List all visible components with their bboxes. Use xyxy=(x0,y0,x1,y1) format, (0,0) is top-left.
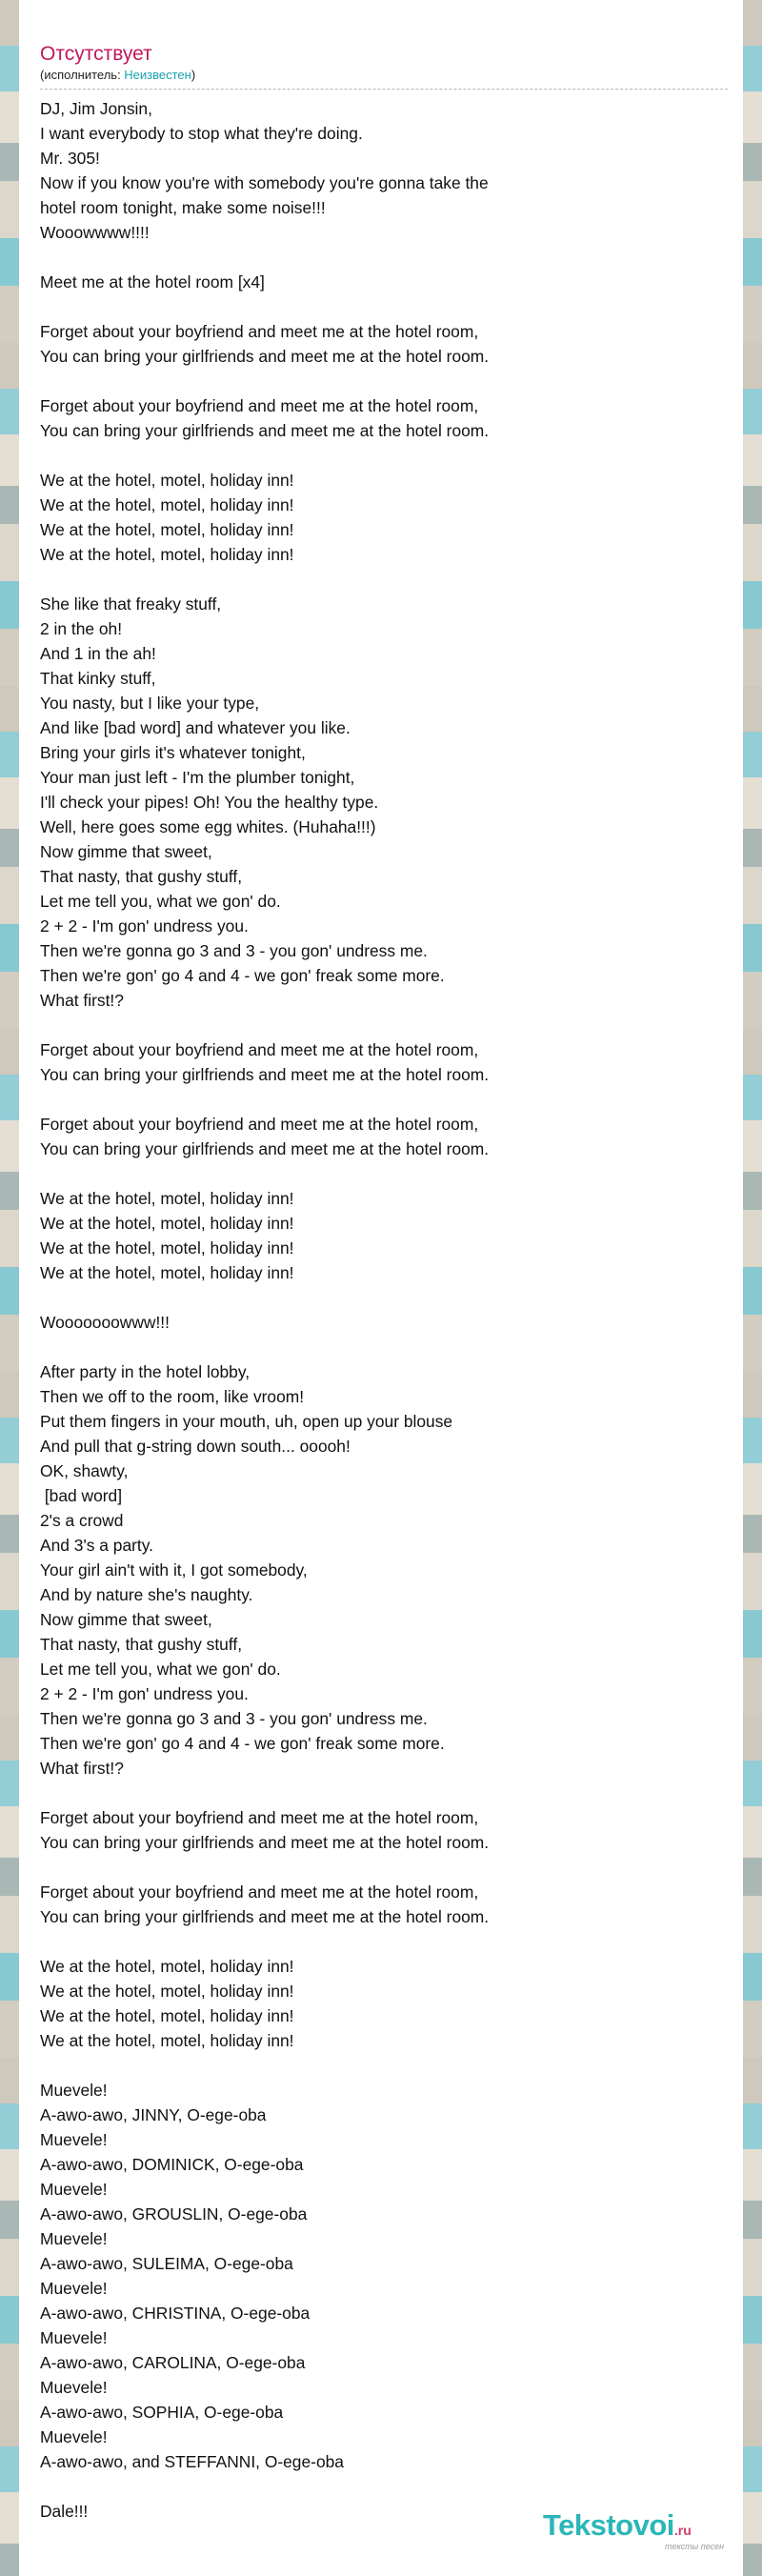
lyric-line: OK, shawty, xyxy=(40,1461,129,1480)
logo-domain: .ru xyxy=(673,2523,692,2538)
lyric-line: Muevele! xyxy=(40,2378,108,2397)
lyric-line: She like that freaky stuff, xyxy=(40,594,222,614)
lyric-line: Forget about your boyfriend and meet me at the hotel room, xyxy=(40,1115,479,1134)
lyric-line: Meet me at the hotel room [x4] xyxy=(40,272,265,292)
blank-line xyxy=(40,1335,743,1359)
lyrics-page xyxy=(19,0,743,2576)
lyric-line: What first!? xyxy=(40,991,124,1010)
lyric-line: A-awo-awo, CHRISTINA, O-ege-oba xyxy=(40,2304,311,2323)
lyric-line: Well, here goes some egg whites. (Huhaha!!!) xyxy=(40,817,376,836)
lyric-line: A-awo-awo, JINNY, O-ege-oba xyxy=(40,2105,267,2124)
lyric-line: Forget about your boyfriend and meet me at the hotel room, xyxy=(40,1808,479,1827)
lyric-line: Muevele! xyxy=(40,2130,108,2149)
lyric-line: I'll check your pipes! Oh! You the healthy type. xyxy=(40,793,379,812)
lyric-line: Dale!!! xyxy=(40,2502,89,2521)
lyric-line: Wooooooowww!!! xyxy=(40,1313,170,1332)
lyric-line: A-awo-awo, and STEFFANNI, O-ege-oba xyxy=(40,2452,344,2471)
lyric-line: What first!? xyxy=(40,1759,124,1778)
lyric-line: Muevele! xyxy=(40,2328,108,2347)
lyric-line: Then we're gonna go 3 and 3 - you gon' undress me. xyxy=(40,1709,428,1728)
lyric-line: You can bring your girlfriends and meet me at the hotel room. xyxy=(40,1139,490,1158)
blank-line xyxy=(40,1087,743,1112)
lyric-line: Muevele! xyxy=(40,2279,108,2298)
lyric-line: Muevele! xyxy=(40,2229,108,2248)
lyric-line: And 3's a party. xyxy=(40,1536,153,1555)
lyric-line: That kinky stuff, xyxy=(40,669,156,688)
lyric-line: hotel room tonight, make some noise!!! xyxy=(40,198,326,217)
lyric-line: Put them fingers in your mouth, uh, open up your blouse xyxy=(40,1412,453,1431)
lyric-line: DJ, Jim Jonsin, xyxy=(40,99,152,118)
lyric-line: We at the hotel, motel, holiday inn! xyxy=(40,471,294,490)
lyric-line: We at the hotel, motel, holiday inn! xyxy=(40,520,294,539)
blank-line xyxy=(40,369,743,393)
lyric-line: Mr. 305! xyxy=(40,149,100,168)
blank-line xyxy=(40,1929,743,1954)
blank-line xyxy=(40,245,743,270)
lyric-line: I want everybody to stop what they're doing. xyxy=(40,124,363,143)
lyric-line: Then we're gon' go 4 and 4 - we gon' freak some more. xyxy=(40,1734,445,1753)
artist-prefix: (исполнитель: xyxy=(40,68,125,82)
lyric-line: We at the hotel, motel, holiday inn! xyxy=(40,1957,294,1976)
lyric-line: You can bring your girlfriends and meet me at the hotel room. xyxy=(40,347,490,366)
lyric-line: Bring your girls it's whatever tonight, xyxy=(40,743,306,762)
blank-line xyxy=(40,443,743,468)
lyric-line: 2 in the oh! xyxy=(40,619,123,638)
lyric-line: We at the hotel, motel, holiday inn! xyxy=(40,2031,294,2050)
lyric-line: Your girl ain't with it, I got somebody, xyxy=(40,1560,308,1580)
lyric-line: We at the hotel, motel, holiday inn! xyxy=(40,1263,294,1282)
lyric-line: Muevele! xyxy=(40,2180,108,2199)
lyric-line: Forget about your boyfriend and meet me at the hotel room, xyxy=(40,396,479,415)
blank-line xyxy=(40,1013,743,1037)
lyric-line: After party in the hotel lobby, xyxy=(40,1362,251,1381)
blank-line xyxy=(40,1161,743,1186)
lyric-line: That nasty, that gushy stuff, xyxy=(40,1635,243,1654)
lyric-line: Now if you know you're with somebody you're gonna take the xyxy=(40,173,489,192)
lyric-line: Let me tell you, what we gon' do. xyxy=(40,1660,281,1679)
lyric-line: Let me tell you, what we gon' do. xyxy=(40,892,281,911)
lyric-line: We at the hotel, motel, holiday inn! xyxy=(40,495,294,514)
lyric-line: 2 + 2 - I'm gon' undress you. xyxy=(40,916,249,936)
tekstovoi-logo[interactable] xyxy=(543,2509,743,2553)
artist-suffix: ) xyxy=(190,68,196,82)
lyric-line: A-awo-awo, SOPHIA, O-ege-oba xyxy=(40,2403,284,2422)
lyric-line: We at the hotel, motel, holiday inn! xyxy=(40,545,294,564)
blank-line xyxy=(40,2474,743,2499)
lyric-line: We at the hotel, motel, holiday inn! xyxy=(40,1189,294,1208)
lyric-line: And like [bad word] and whatever you like. xyxy=(40,718,351,737)
lyric-line: We at the hotel, motel, holiday inn! xyxy=(40,2006,294,2025)
logo-tagline: тексты песен xyxy=(665,2542,725,2551)
blank-line xyxy=(40,567,743,592)
lyric-line: Your man just left - I'm the plumber tonight, xyxy=(40,768,355,787)
lyric-line: A-awo-awo, SULEIMA, O-ege-oba xyxy=(40,2254,293,2273)
lyric-line: [bad word] xyxy=(40,1486,123,1505)
lyric-line: Then we're gon' go 4 and 4 - we gon' freak some more. xyxy=(40,966,445,985)
lyric-line: That nasty, that gushy stuff, xyxy=(40,867,243,886)
blank-line xyxy=(40,1781,743,1805)
song-title: Отсутствует xyxy=(40,43,152,65)
lyric-line: You nasty, but I like your type, xyxy=(40,694,260,713)
lyric-line: A-awo-awo, DOMINICK, O-ege-oba xyxy=(40,2155,304,2174)
lyric-line: Muevele! xyxy=(40,2427,108,2446)
lyric-line: We at the hotel, motel, holiday inn! xyxy=(40,1982,294,2001)
artist-line xyxy=(40,67,743,83)
lyric-line: You can bring your girlfriends and meet me at the hotel room. xyxy=(40,1833,490,1852)
blank-line xyxy=(40,1285,743,1310)
lyric-line: Then we off to the room, like vroom! xyxy=(40,1387,305,1406)
lyric-line: We at the hotel, motel, holiday inn! xyxy=(40,1238,294,1258)
lyrics-text xyxy=(40,96,743,2524)
artist-link[interactable]: Неизвестен xyxy=(124,68,191,82)
lyric-line: We at the hotel, motel, holiday inn! xyxy=(40,1214,294,1233)
lyric-line: Wooowwww!!!! xyxy=(40,223,150,242)
lyric-line: Forget about your boyfriend and meet me at the hotel room, xyxy=(40,1040,479,1059)
lyric-line: Now gimme that sweet, xyxy=(40,1610,212,1629)
lyric-line: And pull that g-string down south... ooooh! xyxy=(40,1437,351,1456)
lyric-line: And 1 in the ah! xyxy=(40,644,156,663)
lyric-line: Forget about your boyfriend and meet me at the hotel room, xyxy=(40,322,479,341)
lyric-line: You can bring your girlfriends and meet me at the hotel room. xyxy=(40,1907,490,1926)
lyric-line: 2 + 2 - I'm gon' undress you. xyxy=(40,1684,249,1703)
lyric-line: Forget about your boyfriend and meet me at the hotel room, xyxy=(40,1882,479,1902)
lyric-line: Now gimme that sweet, xyxy=(40,842,212,861)
logo-wordmark: Tekstovoi xyxy=(543,2508,674,2542)
lyric-line: And by nature she's naughty. xyxy=(40,1585,253,1604)
blank-line xyxy=(40,1855,743,1880)
lyric-line: You can bring your girlfriends and meet me at the hotel room. xyxy=(40,1065,490,1084)
lyric-line: A-awo-awo, CAROLINA, O-ege-oba xyxy=(40,2353,306,2372)
header-divider xyxy=(40,89,728,90)
lyric-line: Then we're gonna go 3 and 3 - you gon' undress me. xyxy=(40,941,428,960)
lyric-line: A-awo-awo, GROUSLIN, O-ege-oba xyxy=(40,2204,308,2224)
lyric-line: Muevele! xyxy=(40,2081,108,2100)
blank-line xyxy=(40,2053,743,2078)
lyric-line: You can bring your girlfriends and meet me at the hotel room. xyxy=(40,421,490,440)
blank-line xyxy=(40,294,743,319)
lyric-line: 2's a crowd xyxy=(40,1511,124,1530)
